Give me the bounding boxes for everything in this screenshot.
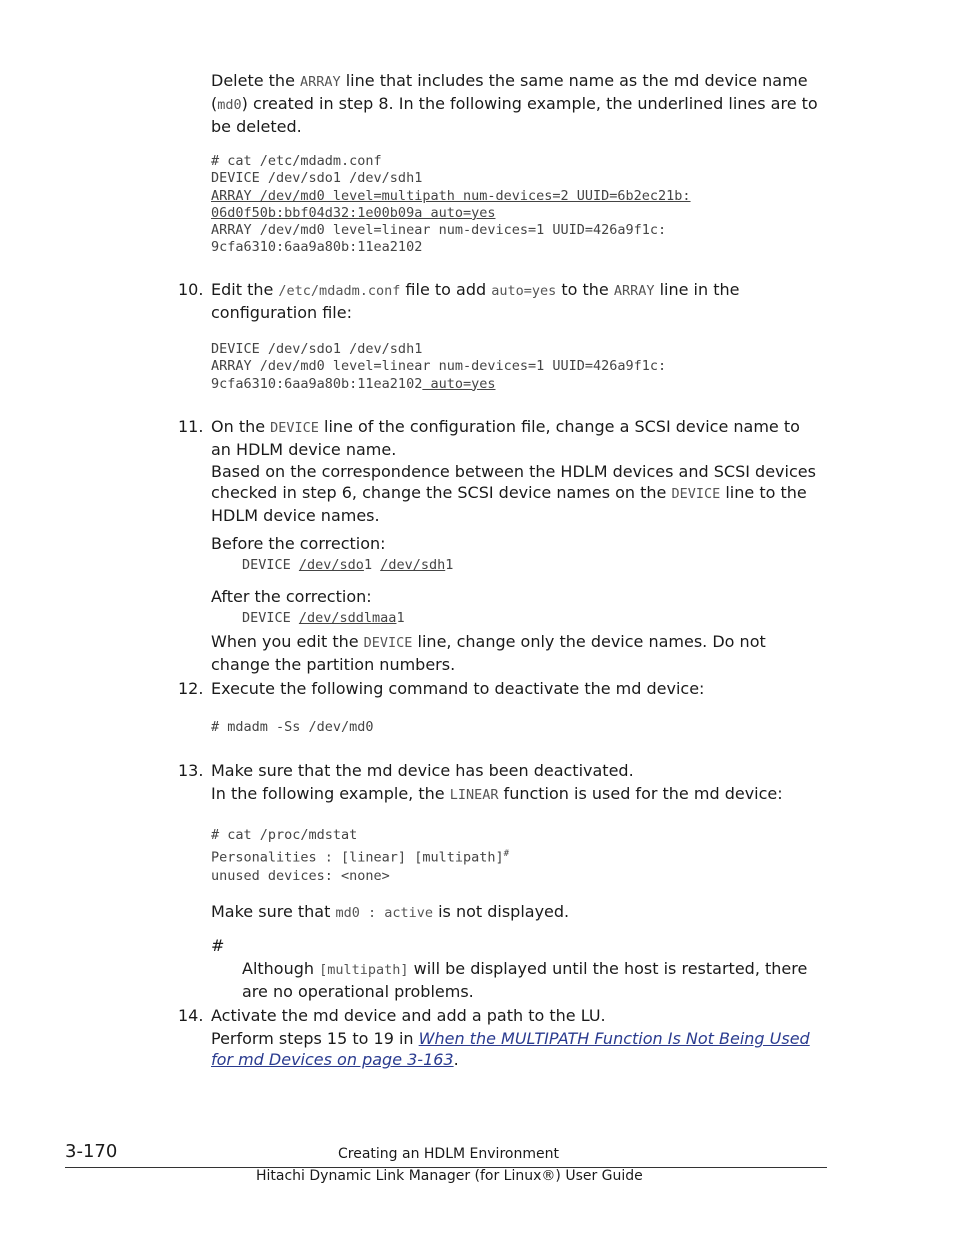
step-number: 13. <box>178 761 204 780</box>
code-text: DEVICE <box>242 557 299 573</box>
after-code <box>242 610 862 627</box>
step-14-text: Activate the md device and add a path to the LU. <box>211 1006 606 1025</box>
step-11-note <box>211 631 821 675</box>
step-11-detail <box>211 461 821 526</box>
text: When you edit the <box>211 632 364 651</box>
text: Although <box>242 959 320 978</box>
text: Make sure that <box>211 902 336 921</box>
text: to the <box>556 280 614 299</box>
code-line-deleted: ARRAY /dev/md0 level=multipath num-devices=2 UUID=6b2ec21b: <box>211 187 691 204</box>
code-line <box>211 376 831 393</box>
text: ) created in step 8. In the following example, the underlined lines are to be deleted. <box>211 94 818 136</box>
inline-code: ARRAY <box>613 283 655 299</box>
inline-code: DEVICE <box>270 420 319 436</box>
text: line in the configuration file: <box>211 280 740 322</box>
text: will be displayed until the host is restarted, there are no operational problems. <box>242 959 808 1001</box>
inline-code: /etc/mdadm.conf <box>278 283 401 299</box>
code-line: DEVICE /dev/sdo1 /dev/sdh1 <box>211 341 423 357</box>
code-line: DEVICE /dev/sdo1 /dev/sdh1 <box>211 170 423 187</box>
inline-code: DEVICE <box>363 635 413 651</box>
text: Based on the correspondence between the HDLM devices and SCSI devices checked in step 6, change the SCSI device names on the <box>211 462 816 502</box>
cross-reference-link[interactable]: When the MULTIPATH Function Is Not Being Used for md Devices on page 3-163 <box>211 1029 810 1069</box>
text: line of the configuration file, change a SCSI device name to an HDLM device name. <box>211 417 800 459</box>
code-text: 1 <box>396 610 405 626</box>
before-label: Before the correction: <box>211 534 386 553</box>
code-line: ARRAY /dev/md0 level=linear num-devices=1 UUID=426a9f1c: <box>211 358 667 375</box>
text: In the following example, the <box>211 784 450 803</box>
footnote-text <box>242 958 812 1002</box>
code-line: # cat /proc/mdstat <box>211 827 358 843</box>
step-number: 12. <box>178 679 204 698</box>
code-text: 9cfa6310:6aa9a80b:11ea2102 <box>211 375 423 392</box>
code-text: 1 <box>445 557 454 573</box>
code-line: # cat /etc/mdadm.conf <box>211 153 382 169</box>
text: line that includes the same name as the md device name ( <box>211 71 808 113</box>
footnote-mark: # <box>211 936 225 955</box>
text: On the <box>211 417 271 436</box>
after-label: After the correction: <box>211 587 372 606</box>
inline-code: DEVICE <box>671 486 721 502</box>
text: is not displayed. <box>433 902 570 921</box>
code-text-underlined: /dev/sdh <box>380 557 446 573</box>
step-10-text <box>211 279 821 323</box>
step-12-text: Execute the following command to deactivate the md device: <box>211 679 705 698</box>
step-11-text <box>211 416 821 460</box>
page-number: 3-170 <box>65 1141 118 1162</box>
inline-code: [multipath] <box>319 962 409 978</box>
inline-code: md0 <box>217 97 242 113</box>
code-block-mdstat <box>211 826 831 885</box>
code-block-mdadm-conf <box>211 153 831 257</box>
text: Delete the <box>211 71 300 90</box>
code-text-added: auto=yes <box>422 375 496 392</box>
code-text-underlined: /dev/sdo <box>298 557 364 573</box>
text: function is used for the md device: <box>498 784 783 803</box>
code-line: ARRAY /dev/md0 level=linear num-devices=1 UUID=426a9f1c: <box>211 222 667 239</box>
intro-paragraph <box>211 70 821 137</box>
code-block-mdadm-stop: # mdadm -Ss /dev/md0 <box>211 719 374 735</box>
code-text-underlined: /dev/sddlmaa <box>298 610 397 626</box>
step-number: 11. <box>178 417 204 436</box>
step-13-text: Make sure that the md device has been deactivated. <box>211 761 634 780</box>
step-number: 14. <box>178 1006 204 1025</box>
inline-code: LINEAR <box>449 787 499 803</box>
text: . <box>453 1050 459 1069</box>
code-block-config-edit <box>211 341 831 393</box>
step-13-detail <box>211 783 821 806</box>
footnote-mark: # <box>503 848 510 859</box>
guide-title: Hitachi Dynamic Link Manager (for Linux®) User Guide <box>256 1168 643 1184</box>
text: file to add <box>400 280 492 299</box>
code-text: Personalities : [linear] [multipath] <box>211 849 504 865</box>
inline-code: auto=yes <box>491 283 557 299</box>
step-13-check <box>211 901 821 924</box>
text: line to the HDLM device names. <box>211 483 807 525</box>
step-number: 10. <box>178 280 204 299</box>
text: line, change only the device names. Do not change the partition numbers. <box>211 632 766 674</box>
before-code <box>242 557 862 574</box>
chapter-title: Creating an HDLM Environment <box>338 1146 559 1162</box>
inline-code: md0 : active <box>335 905 433 921</box>
inline-code: ARRAY <box>300 74 341 90</box>
text: Perform steps 15 to 19 in <box>211 1029 419 1048</box>
code-line: 9cfa6310:6aa9a80b:11ea2102 <box>211 239 423 256</box>
code-text: 1 <box>363 557 381 573</box>
code-line-deleted: 06d0f50b:bbf04d32:1e00b09a auto=yes <box>211 204 496 221</box>
code-text: DEVICE <box>242 610 299 626</box>
code-line: unused devices: <none> <box>211 867 390 884</box>
code-line <box>211 845 831 867</box>
text: Edit the <box>211 280 279 299</box>
step-14-detail <box>211 1028 811 1070</box>
